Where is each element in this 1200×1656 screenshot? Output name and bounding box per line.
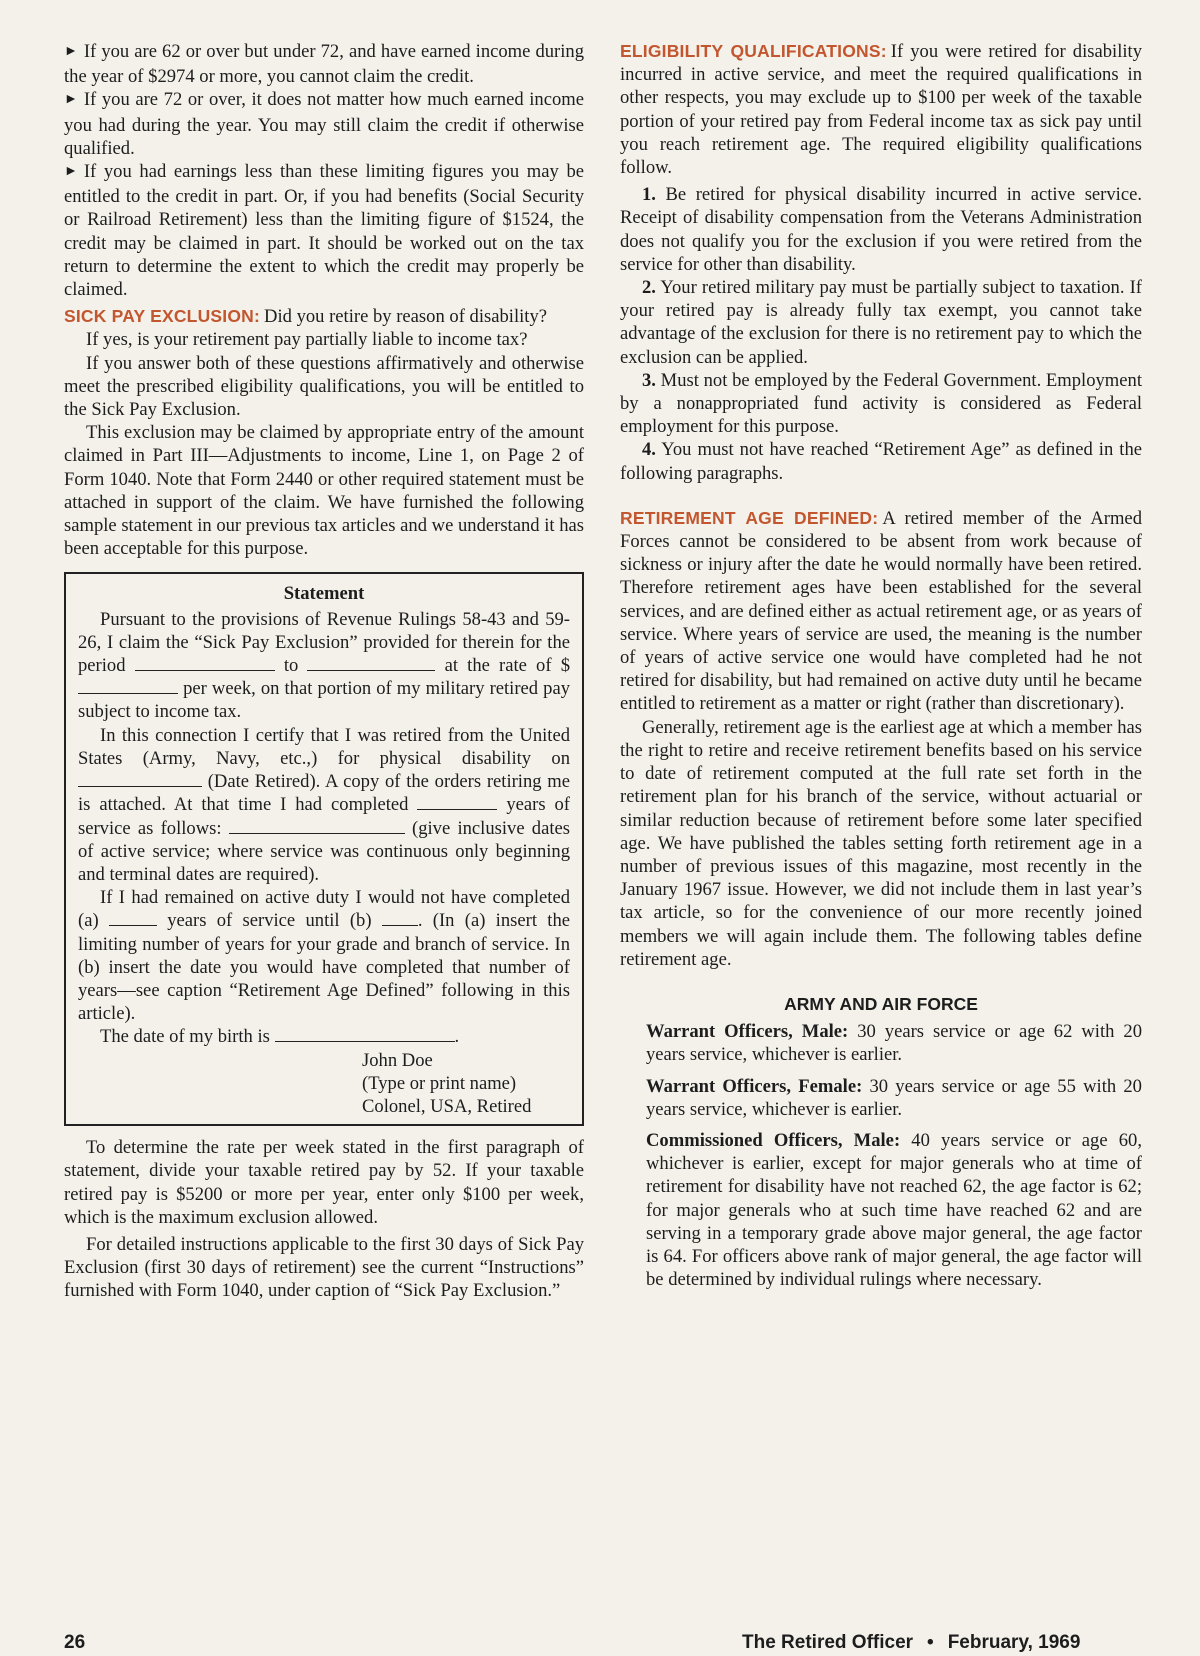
bullet-paragraph: ► If you are 72 or over, it does not matter how much earned income you had during the year. You may still claim the credit if otherwise qualified. [64,89,584,159]
qualification-item: 2. Your retired military pay must be partially subject to taxation. If your retired pay is already fully tax exempt, you cannot take advantage of the exclusion for there is no retirement pay to which the exclusion can be applied. [620,277,1142,368]
bullet-paragraph: ► If you are 62 or over but under 72, and have earned income during the year of $2974 or more, you cannot claim the credit. [64,41,584,88]
table-entry: Warrant Officers, Male: 30 years service or age 62 with 20 years service, whichever is earlier. [646,1021,1142,1066]
right-column [620,40,1142,1299]
period-end-blank [307,656,435,671]
retirement-age-heading: RETIREMENT AGE DEFINED: [620,507,879,528]
claimed-paragraph: This exclusion may be claimed by appropriate entry of the amount claimed in Part III—Adjustments to income, Line 1, on Page 2 of Form 1040. Note that Form 2440 or other required statement must be attached in support of the claim. We have furnished the following sample statement in our previous tax articles and we understand it has been acceptable for this purpose. [64,422,584,560]
table-entry: Warrant Officers, Female: 30 years service or age 55 with 20 years service, whichever is earlier. [646,1075,1142,1120]
birth-date-blank [275,1027,455,1042]
signature-name: John Doe [362,1049,433,1071]
publication-name: The Retired Officer [742,1632,914,1653]
page-number: 26 [64,1632,86,1653]
sample-statement-box [64,572,584,1126]
signature-rank: Colonel, USA, Retired [362,1095,532,1117]
rate-paragraph: To determine the rate per week stated in the first paragraph of statement, divide your taxable retired pay by 52. If your taxable retired pay is $5200 or more per year, enter only $100 per week, which is the maximum exclusion allowed. [64,1137,584,1228]
statement-paragraph-2: In this connection I certify that I was retired from the United States (Army, Navy, etc.,) for physical disability on (Date Retired). A copy of the orders retiring me is attached. At that time I had completed years of service as follows: (give inclusive dates of active service; where service was continuous only beginning and terminal dates are required). [78,724,571,885]
separator-dot: • [927,1632,934,1653]
detailed-paragraph: For detailed instructions applicable to the first 30 days of Sick Pay Exclusion (first 30 days of retirement) see the current “Instructions” furnished with Form 1040, under caption of “Sick Pay Exclusion.” [64,1233,584,1302]
bullet-paragraph: ► If you had earnings less than these limiting figures you may be entitled to the credit in part. Or, if you had benefits (Social Security or Railroad Retirement) less than the limiting figure of $1524, the credit may be claimed in part. It should be worked out on the tax return to determine the extent to which the credit may properly be claimed. [64,161,584,301]
liable-paragraph: If yes, is your retirement pay partially liable to income tax? [86,329,528,351]
years-a-blank [109,911,157,926]
years-completed-blank [417,795,497,810]
army-air-force-heading: ARMY AND AIR FORCE [784,993,978,1014]
date-b-blank [382,911,418,926]
sick-pay-heading: SICK PAY EXCLUSION: [64,306,261,327]
issue-date: February, 1969 [947,1632,1081,1653]
generally-paragraph: Generally, retirement age is the earliest age at which a member has the right to retire and receive retirement benefits based on his service to date of retirement computed at the full rate set forth in the retirement plan for his branch of the service, without actuarial or similar reduction because of retirement before some later specified age. We have published the tables setting forth retirement age in a number of previous issues of this magazine, most recently in the January 1967 issue. However, we did not include them in last year’s tax article, so for the convenience of our more recently joined members we will again include them. The following tables define retirement age. [620,716,1142,970]
service-dates-blank [229,819,405,834]
eligibility-paragraph: ELIGIBILITY QUALIFICATIONS: If you were retired for disability incurred in active service, and meet the required qualifications in other respects, you may exclude up to $100 per week of the taxable portion of your retired pay from Federal income tax as sick pay until you reach retirement age. The required eligibility qualifications follow. [620,41,1142,179]
arrow-bullet-icon: ► [64,44,78,59]
left-column [64,40,584,1303]
arrow-bullet-icon: ► [64,164,78,180]
publication-credit [742,1632,1080,1654]
signature-type-note: (Type or print name) [362,1072,517,1094]
weekly-rate-blank [78,679,178,694]
sick-pay-paragraph: SICK PAY EXCLUSION: Did you retire by reason of disability? [64,306,547,328]
arrow-bullet-icon: ► [64,92,78,108]
signature-block [362,1049,570,1119]
birth-date-line: The date of my birth is . [100,1026,460,1048]
qualification-item: 4. You must not have reached “Retirement Age” as defined in the following paragraphs. [620,439,1142,484]
qualification-item: 3. Must not be employed by the Federal Government. Employment by a nonappropriated fund activity is considered as Federal employment for this purpose. [620,369,1142,438]
answer-paragraph: If you answer both of these questions affirmatively and otherwise meet the prescribed eligibility qualifications, you will be entitled to the Sick Pay Exclusion. [64,352,584,421]
date-retired-blank [78,772,202,787]
period-start-blank [135,656,275,671]
qualification-item: 1. Be retired for physical disability incurred in active service. Receipt of disability compensation from the Veterans Administration does not qualify you for the exclusion if you were retired from the service for other than disability. [620,184,1142,275]
statement-title: Statement [283,583,365,605]
statement-paragraph-1: Pursuant to the provisions of Revenue Rulings 58-43 and 59-26, I claim the “Sick Pay Exclusion” provided for therein for the period to at the rate of $ per week, on that portion of my military retired pay subject to income tax. [78,608,570,723]
retirement-age-paragraph: RETIREMENT AGE DEFINED: A retired member of the Armed Forces cannot be considered to be absent from work because of sickness or injury after the date he would normally have been retired. Therefore retirement ages have been established for the several services, and are defined either as actual retirement age, or as years of service. Where years of service are used, the meaning is the number of years of active service one would have completed had he not retired for disability, but had remained on active duty until he became entitled to retirement as a matter or right (rather than discretionary). [620,507,1142,715]
statement-paragraph-3: If I had remained on active duty I would not have completed (a) years of service until (b) . (In (a) insert the limiting number of years for your grade and branch of service. In (b) insert the date you would have completed that number of years—see caption “Retirement Age Defined” following in this article). [78,887,570,1025]
table-entry: Commissioned Officers, Male: 40 years service or age 60, whichever is earlier, except for major generals who at time of retirement for disability have not reached 62, the age factor is 62; for major generals who at such time have reached 62 and are serving in a temporary grade above major general, the age factor is 64. For officers above rank of major general, the age factor will be determined by individual rulings where necessary. [646,1129,1142,1291]
eligibility-heading: ELIGIBILITY QUALIFICATIONS: [620,41,887,61]
